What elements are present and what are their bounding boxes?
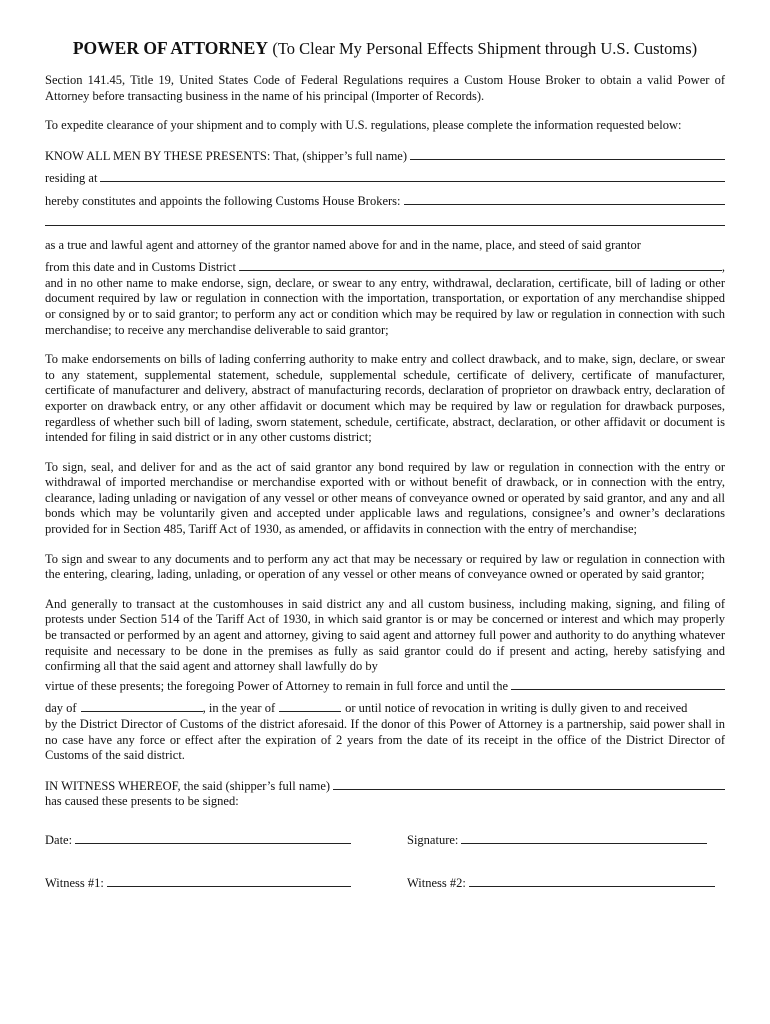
brokers-field-continued[interactable] (45, 224, 725, 226)
general-business-paragraph: And generally to transact at the customhouses in said district any and all custom business, including making, signing, and filing of protests under Section 514 of the Tariff Act of 1930, in which said grantor is or may be concerned or interest and which may properly be transacted or performed by an agent and attorney, giving to said agent and attorney full power and authority to do anything whatever requisite and necessary to be done in the premises as fully as said grantor could do if present and acting, hereby satisfying and confirming all that the said agent and attorney shall lawfully do by (45, 596, 725, 674)
residing-at-row (45, 170, 725, 187)
witness-whereof-row (45, 778, 725, 795)
powers-paragraph: and in no other name to make endorse, sign, declare, or swear to any entry, withdrawal, declaration, certificate, bill of lading or other document required by law or regulation in connection with the importation, transportation, or exportation of any merchandise shipped or consigned by or to said grantor; to perform any act or condition which may be required by law or regulation in connection with such merchandise; to receive any merchandise deliverable to said grantor; (45, 275, 725, 337)
day-of-label: day of (45, 701, 77, 716)
title-main: POWER OF ATTORNEY (72, 38, 268, 58)
regulation-paragraph: Section 141.45, Title 19, United States Code of Federal Regulations requires a Custom House Broker to obtain a valid Power of Attorney before transacting business in the name of his principal (Importer of Records). (45, 73, 725, 103)
customs-district-row (45, 259, 725, 276)
witness2-cell (407, 875, 725, 892)
year-of-label: , in the year of (202, 701, 276, 716)
customs-district-label: from this date and in Customs District (45, 260, 236, 275)
date-label: Date: (45, 832, 73, 847)
endorsements-paragraph: To make endorsements on bills of lading conferring authority to make entry and collect drawback, and to make, sign, declare, or swear to any statement, supplemental statement, schedule, supplemental schedule, certificate of delivery, certificate of manufacturer, certificate of manufacturer and delivery, abstract of manufacturing records, declaration of proprietor on drawback entry, declaration of exporter on drawback entry, or any other affidavit or document which may be required by law or regulation for drawback purposes, regardless of whether such bill of lading, sworn statement, schedule, certificate, abstract, declaration, or other affidavit or document is intended for filing in said district or in any other customs district; (45, 352, 725, 445)
validity-label: virtue of these presents; the foregoing Power of Attorney to remain in full force and until the (45, 678, 509, 693)
customs-district-field[interactable] (239, 259, 722, 271)
signed-clause: has caused these presents to be signed: (45, 794, 239, 809)
agent-clause: as a true and lawful agent and attorney of the grantor named above for and in the name, place, and steed of said grantor (45, 237, 641, 252)
residing-at-label: residing at (45, 171, 98, 186)
title-subtitle: (To Clear My Personal Effects Shipment through U.S. Customs) (272, 39, 698, 58)
revocation-label: or until notice of revocation in writing is dully given to and received (345, 701, 688, 716)
bonds-paragraph: To sign, seal, and deliver for and as the act of said grantor any bond required by law or regulation in connection with the entry or withdrawal of imported merchandise or merchandise exported with or without benefit of drawback, or in connection with the entry, clearance, lading unlading or navigation of any vessel or other means of conveyance owned or operated by said grantor, and any and all bonds which may be voluntarily given and accepted under applicable laws and regulations, consignee’s and owner’s declarations provided for in Section 485, Tariff Act of 1930, as amended, or affidavits in connection with the entry of merchandise; (45, 459, 725, 537)
validity-row (45, 678, 725, 695)
residing-at-field[interactable] (100, 170, 725, 182)
customs-district-comma: , (721, 260, 725, 275)
witness-row (45, 875, 725, 892)
brokers-field[interactable] (404, 193, 725, 205)
shipper-name-field[interactable] (410, 148, 725, 160)
signature-label: Signature: (407, 832, 459, 847)
power-of-attorney-form (45, 38, 725, 891)
shipper-name-row (45, 148, 725, 165)
witness1-cell (45, 875, 407, 892)
witness-shipper-name-field[interactable] (333, 778, 725, 790)
validity-until-field[interactable] (511, 678, 725, 690)
date-signature-row (45, 832, 725, 849)
witness-whereof-label: IN WITNESS WHEREOF, the said (shipper’s full name) (45, 778, 331, 793)
year-of-field[interactable] (279, 700, 341, 712)
document-title (45, 38, 725, 59)
documents-paragraph: To sign and swear to any documents and to perform any act that may be necessary or required by law or regulation in connection with the entering, clearing, lading, unlading, or operation of any vessel or other means of conveyance owned or operated by said grantor; (45, 551, 725, 582)
signature-cell (407, 832, 725, 849)
date-field[interactable] (75, 832, 351, 844)
signature-field[interactable] (461, 832, 707, 844)
witness2-field[interactable] (469, 875, 715, 887)
brokers-row (45, 193, 725, 210)
brokers-label: hereby constitutes and appoints the following Customs House Brokers: (45, 193, 401, 208)
witness2-label: Witness #2: (407, 875, 466, 890)
instructions-paragraph: To expedite clearance of your shipment and to comply with U.S. regulations, please complete the information requested below: (45, 118, 682, 133)
partnership-paragraph: by the District Director of Customs of the district aforesaid. If the donor of this Power of Attorney is a partnership, said power shall in no case have any force or effect after the expiration of 2 years from the date of its receipt in the office of the District Director of Customs of the said district. (45, 717, 725, 763)
witness1-field[interactable] (107, 875, 351, 887)
date-of-row (45, 700, 725, 717)
date-cell (45, 832, 407, 849)
witness1-label: Witness #1: (45, 875, 104, 890)
shipper-name-label: KNOW ALL MEN BY THESE PRESENTS: That, (shipper’s full name) (45, 148, 408, 163)
day-of-field[interactable] (81, 700, 203, 712)
